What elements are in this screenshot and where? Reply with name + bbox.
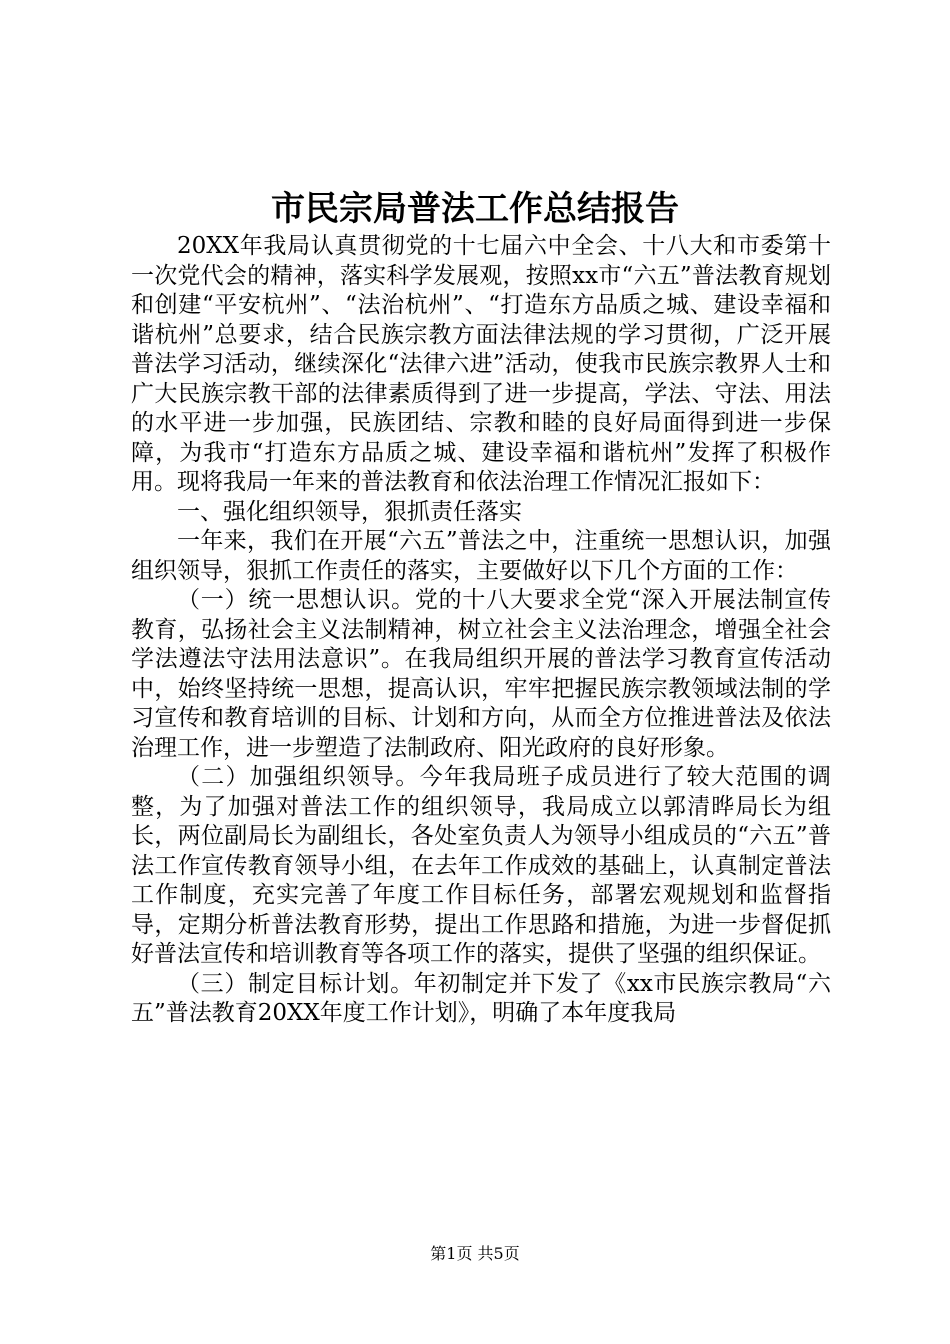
paragraph-item-2: （二）加强组织领导。今年我局班子成员进行了较大范围的调整，为了加强对普法工作的组织领导，我局成立以郭清晔局长为组长，两位副局长为副组长，各处室负责人为领导小组成员的“六五”普法工作宣传教育领导小组，在去年工作成效的基础上，认真制定普法工作制度，充实完善了年度工作目标任务，部署宏观规划和监督指导，定期分析普法教育形势，提出工作思路和措施，为进一步督促抓好普法宣传和培训教育等各项工作的落实，提供了坚强的组织保证。 [131,764,831,967]
document-body [131,232,831,1029]
paragraph-section-1-intro: 一年来，我们在开展“六五”普法之中，注重统一思想认识，加强组织领导，狠抓工作责任的落实，主要做好以下几个方面的工作： [131,528,831,584]
document-title: 市民宗局普法工作总结报告 [271,189,679,229]
paragraph-intro: 20XX年我局认真贯彻党的十七届六中全会、十八大和市委第十一次党代会的精神，落实科学发展观，按照xx市“六五”普法教育规划和创建“平安杭州”、“法治杭州”、“打造东方品质之城、建设幸福和谐杭州”总要求，结合民族宗教方面法律法规的学习贯彻，广泛开展普法学习活动，继续深化“法律六进”活动，使我市民族宗教界人士和广大民族宗教干部的法律素质得到了进一步提高，学法、守法、用法的水平进一步加强，民族团结、宗教和睦的良好局面得到进一步保障，为我市“打造东方品质之城、建设幸福和谐杭州”发挥了积极作用。现将我局一年来的普法教育和依法治理工作情况汇报如下： [131,233,831,495]
page-footer: 第1页 共5页 [430,1244,520,1263]
paragraph-item-1: （一）统一思想认识。党的十八大要求全党“深入开展法制宣传教育，弘扬社会主义法制精神，树立社会主义法治理念，增强全社会学法遵法守法用法意识”。在我局组织开展的普法学习教育宣传活动中，始终坚持统一思想，提高认识，牢牢把握民族宗教领域法制的学习宣传和教育培训的目标、计划和方向，从而全方位推进普法及依法治理工作，进一步塑造了法制政府、阳光政府的良好形象。 [131,587,831,761]
section-heading-1: 一、强化组织领导，狠抓责任落实 [177,498,522,525]
paragraph-item-3: （三）制定目标计划。年初制定并下发了《xx市民族宗教局“六五”普法教育20XX年度工作计划》，明确了本年度我局 [131,970,831,1026]
